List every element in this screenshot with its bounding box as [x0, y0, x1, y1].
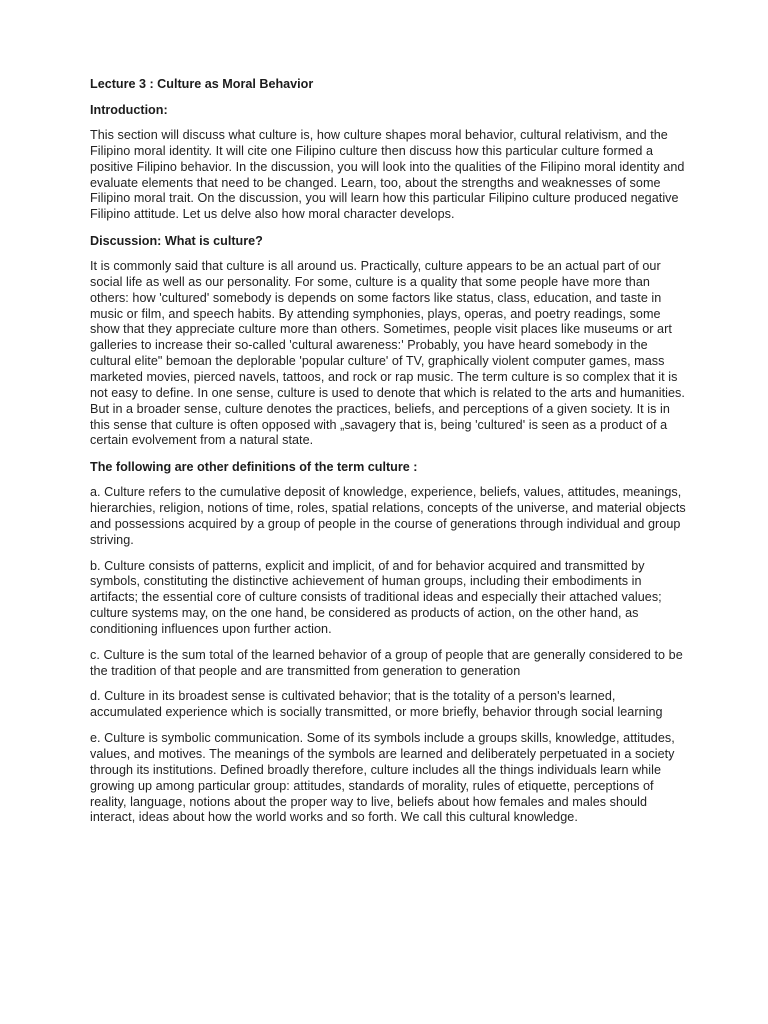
- definition-item-d: d. Culture in its broadest sense is cultivated behavior; that is the totality of a person's learned, accumulated experience which is socially transmitted, or more briefly, behavior through social learning: [90, 689, 663, 720]
- document-title: Lecture 3 : Culture as Moral Behavior: [90, 77, 314, 91]
- introduction-paragraph: This section will discuss what culture is, how culture shapes moral behavior, cultural relativism, and the Filipino moral identity. It will cite one Filipino culture then discuss how this particular culture formed a positive Filipino behavior. In the discussion, you will look into the qualities of the Filipino moral identity and evaluate elements that need to be changed. Learn, too, about the strengths and weaknesses of some Filipino moral trait. On the discussion, you will learn how this particular Filipino culture produced negative Filipino attitude. Let us delve also how moral character develops.: [90, 128, 685, 222]
- document-page: [90, 76, 690, 836]
- definition-item-e: e. Culture is symbolic communication. Some of its symbols include a groups skills, knowledge, attitudes, values, and motives. The meanings of the symbols are learned and deliberately perpetuated in a society through its institutions. Defined broadly therefore, culture includes all the things individuals learn while growing up among particular group: attitudes, standards of morality, rules of etiquette, perceptions of reality, language, notions about the proper way to live, beliefs about how females and males should interact, ideas about how the world works and so forth. We call this cultural knowledge.: [90, 731, 675, 825]
- definition-item-c: c. Culture is the sum total of the learned behavior of a group of people that are generally considered to be the tradition of that people and are transmitted from generation to generation: [90, 647, 683, 678]
- definitions-heading: The following are other definitions of the term culture :: [90, 460, 418, 475]
- discussion-paragraph: It is commonly said that culture is all around us. Practically, culture appears to be an actual part of our social life as well as our personality. For some, culture is a quality that some people have more than others: how 'cultured' somebody is depends on some factors like status, class, education, and taste in music or film, and speech habits. By attending symphonies, plays, operas, and poetry readings, some show that they appreciate culture more than others. Sometimes, people visit places like museums or art galleries to increase their so-called 'cultural awareness:' Probably, you have heard somebody in the cultural elite" bemoan the deplorable 'popular culture' of TV, graphically violent computer games, mass marketed movies, pierced navels, tattoos, and rock or rap music. The term culture is so complex that it is not easy to define. In one sense, culture is used to denote that which is related to the arts and humanities. But in a broader sense, culture denotes the practices, beliefs, and perceptions of a given society. It is in this sense that culture is often opposed with „savagery that is, being 'cultured' is seen as a product of a certain evolvement from a natural state.: [90, 259, 685, 448]
- definition-item-a: a. Culture refers to the cumulative deposit of knowledge, experience, beliefs, values, attitudes, meanings, hierarchies, religion, notions of time, roles, spatial relations, concepts of the universe, and material objects and possessions acquired by a group of people in the course of generations through individual and group striving.: [90, 485, 686, 547]
- introduction-heading: Introduction:: [90, 103, 168, 117]
- discussion-heading: Discussion: What is culture?: [90, 234, 263, 249]
- definition-item-b: b. Culture consists of patterns, explicit and implicit, of and for behavior acquired and transmitted by symbols, constituting the distinctive achievement of human groups, including their embodiments in artifacts; the essential core of culture consists of traditional ideas and especially their attached values; culture systems may, on the one hand, be considered as products of action, on the other hand, as conditioning influences upon further action.: [90, 558, 662, 636]
